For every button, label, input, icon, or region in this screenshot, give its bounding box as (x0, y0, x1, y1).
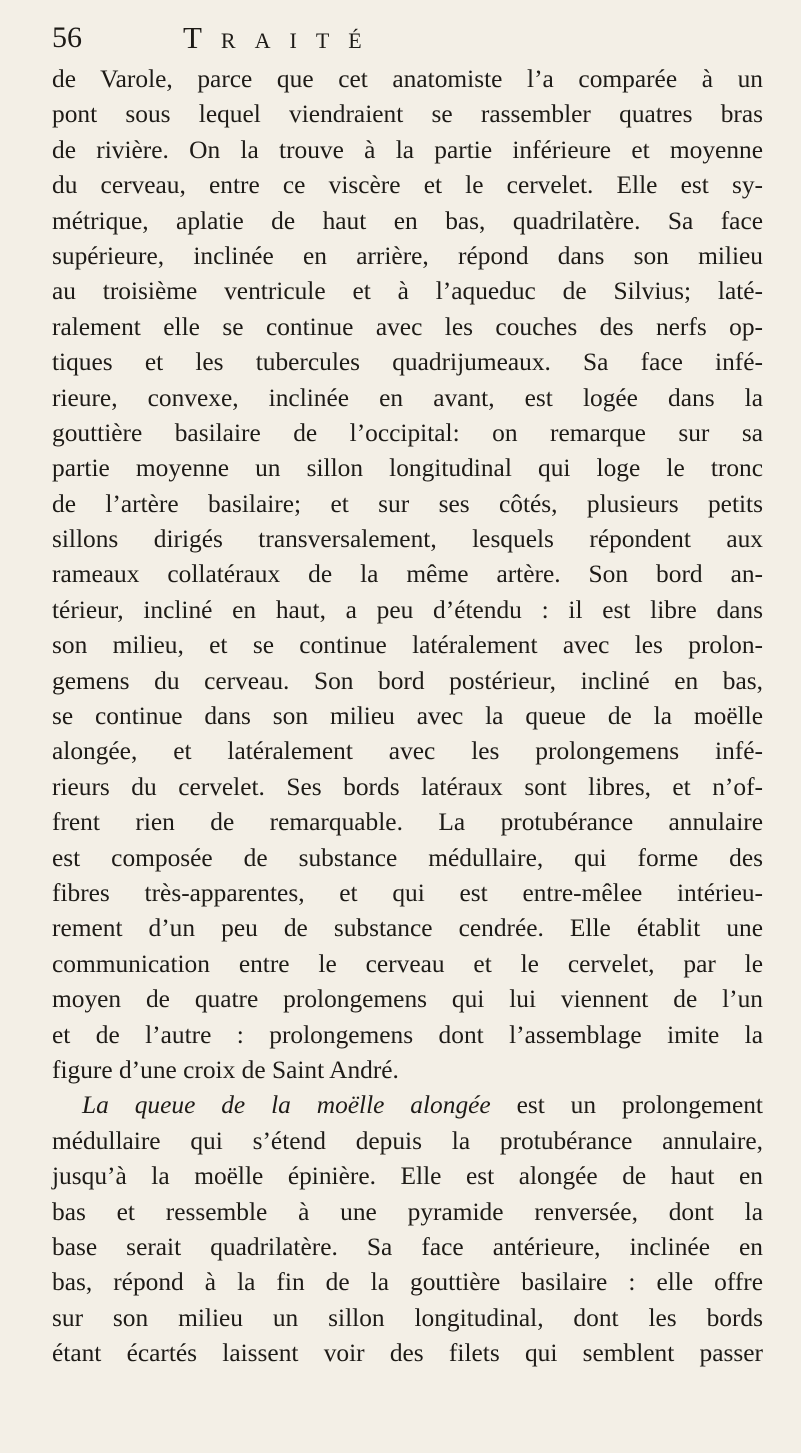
text-line: de Varole, parce que cet anatomiste l’a comparée à un (52, 65, 763, 93)
text-line: métrique, aplatie de haut en bas, quadrilatère. Sa face (52, 206, 763, 235)
text-line: de l’artère basilaire; et sur ses côtés, plusieurs petits (52, 489, 763, 518)
text-line: bas et ressemble à une pyramide renversée, dont la (52, 1197, 763, 1226)
text-line: de rivière. On la trouve à la partie inférieure et moyenne (52, 135, 763, 164)
text-line: base serait quadrilatère. Sa face antérieure, inclinée en (52, 1232, 763, 1261)
text-line: rieurs du cervelet. Ses bords latéraux sont libres, et n’of- (52, 772, 763, 801)
text-line: supérieure, inclinée en arrière, répond dans son milieu (52, 241, 763, 270)
text-line: et de l’autre : prolongemens dont l’assemblage imite la (52, 1020, 763, 1049)
text-line: bas, répond à la fin de la gouttière basilaire : elle offre (52, 1268, 763, 1297)
text-line: partie moyenne un sillon longitudinal qui loge le tronc (52, 454, 763, 483)
text-line: rement d’un peu de substance cendrée. Elle établit une (52, 914, 763, 943)
text-line (52, 1088, 763, 1123)
text-line: moyen de quatre prolongemens qui lui viennent de l’un (52, 985, 763, 1014)
text-line: étant écartés laissent voir des filets qui semblent passer (52, 1339, 763, 1368)
text-line: du cerveau, entre ce viscère et le cervelet. Elle est sy- (52, 171, 763, 200)
page-number: 56 (52, 21, 82, 54)
paragraph-lines (52, 1124, 763, 1372)
text-line: se continue dans son milieu avec la queue de la moëlle (52, 702, 763, 731)
text-line: médullaire qui s’étend depuis la protubérance annulaire, (52, 1126, 763, 1155)
paragraph-queue-moelle (52, 1088, 763, 1371)
text-line: sillons dirigés transversalement, lesquels répondent aux (52, 525, 763, 554)
text-line: son milieu, et se continue latéralement avec les prolon- (52, 631, 763, 660)
text-line: rameaux collatéraux de la même artère. Son bord an- (52, 560, 763, 589)
text-line: jusqu’à la moëlle épinière. Elle est alongée de haut en (52, 1162, 763, 1191)
text-line: pont sous lequel viendraient se rassembler quatres bras (52, 100, 763, 129)
text-line: fibres très-apparentes, et qui est entre-mêlee intérieu- (52, 878, 763, 907)
section-lead-italic: La queue de la moëlle alongée (82, 1091, 491, 1120)
text-line: figure d’une croix de Saint André. (52, 1055, 399, 1084)
paragraph-protuberance (52, 62, 763, 1088)
running-title: Traité (183, 20, 381, 55)
text-line: gouttière basilaire de l’occipital: on remarque sur sa (52, 418, 763, 447)
text-line: ralement elle se continue avec les couches des nerfs op- (52, 312, 763, 341)
section-lead-text: est un prolongement (490, 1091, 763, 1120)
text-line: sur son milieu un sillon longitudinal, dont les bords (52, 1303, 763, 1332)
text-line: est composée de substance médullaire, qui forme des (52, 843, 763, 872)
text-line: communication entre le cerveau et le cervelet, par le (52, 949, 763, 978)
text-line: gemens du cerveau. Son bord postérieur, incliné en bas, (52, 666, 763, 695)
text-line: frent rien de remarquable. La protubérance annulaire (52, 808, 763, 837)
text-line: au troisième ventricule et à l’aqueduc de Silvius; laté- (52, 277, 763, 306)
running-head (52, 14, 763, 62)
text-line: alongée, et latéralement avec les prolongemens infé- (52, 737, 763, 766)
text-line: rieure, convexe, inclinée en avant, est logée dans la (52, 383, 763, 412)
text-line: tiques et les tubercules quadrijumeaux. Sa face infé- (52, 348, 763, 377)
text-line: térieur, incliné en haut, a peu d’étendu : il est libre dans (52, 595, 763, 624)
